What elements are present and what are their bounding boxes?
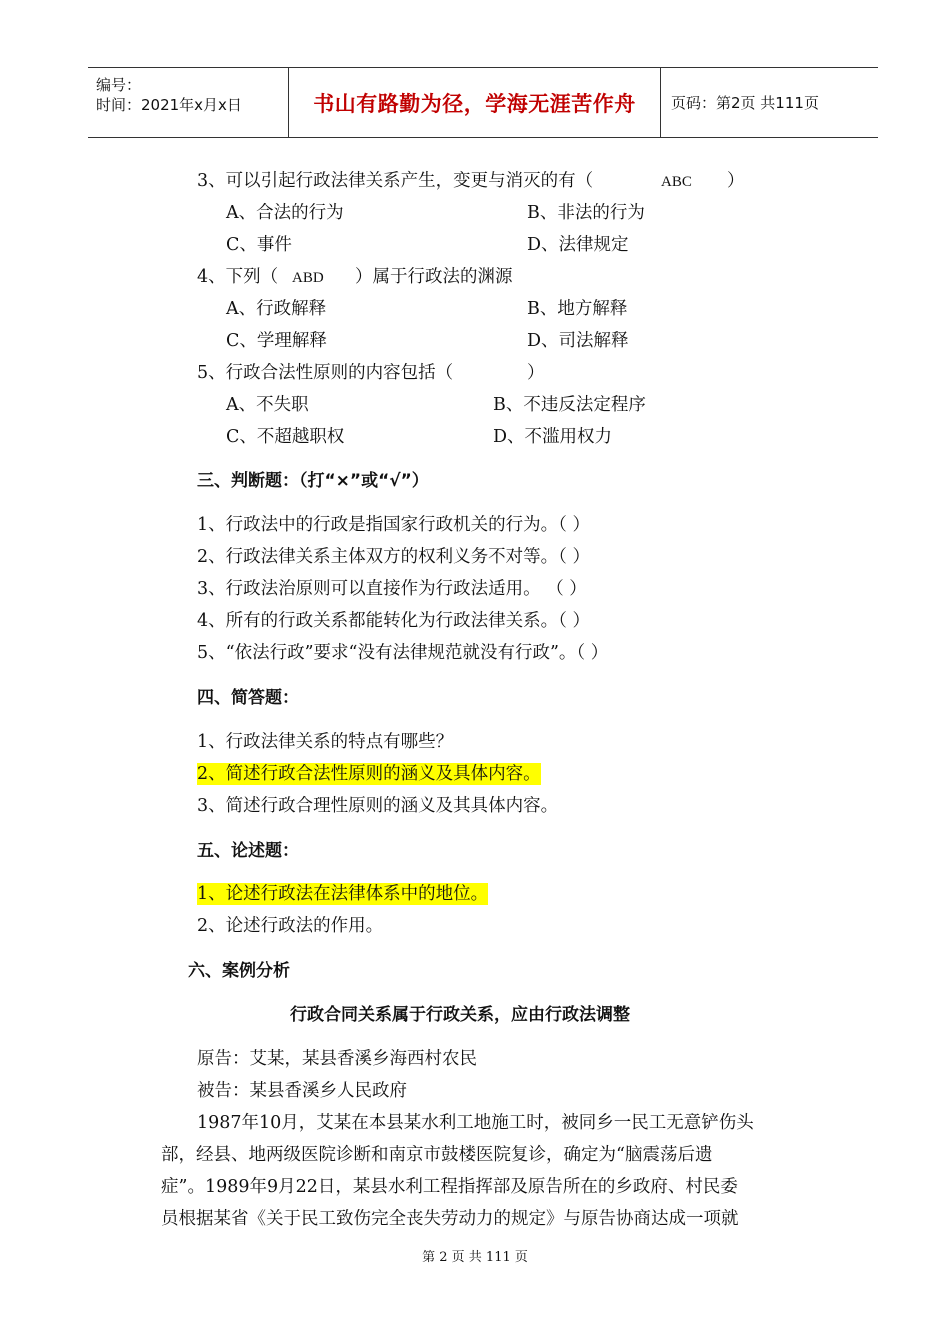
page-info: 页码：第2页 共111页 [671,94,819,112]
header-motto-cell [288,68,661,137]
motto: 书山有路勤为径，学海无涯苦作舟 [313,91,636,116]
essay-item-highlighted: 1、论述行政法在法律体系中的地位。 [197,884,489,904]
case-subtitle: 行政合同关系属于行政关系，应由行政法调整 [290,1005,630,1025]
short-item: 3、简述行政合理性原则的涵义及其具体内容。 [197,796,559,816]
judge-item: 3、行政法治原则可以直接作为行政法适用。 （ ） [197,579,587,599]
question-3-close: ） [727,171,745,191]
short-item-highlighted: 2、简述行政合法性原则的涵义及具体内容。 [197,764,541,784]
time-label: 时间：2021年x月x日 [96,96,242,114]
option-3b: B、非法的行为 [527,203,645,223]
option-4b: B、地方解释 [527,299,628,319]
judge-item: 4、所有的行政关系都能转化为行政法律关系。（ ） [197,611,590,631]
option-5b: B、不违反法定程序 [493,395,646,415]
case-paragraph-line: 1987年10月，艾某在本县某水利工地施工时，被同乡一民工无意铲伤头 [197,1113,754,1133]
question-4-post: ）属于行政法的渊源 [355,267,513,287]
page-header [88,67,878,138]
option-5d: D、不滥用权力 [493,427,613,447]
option-4d: D、司法解释 [527,331,629,351]
judge-item: 5、“依法行政”要求“没有法律规范就没有行政”。（ ） [197,643,609,663]
case-paragraph-line: 部，经县、地两级医院诊断和南京市鼓楼医院复诊，确定为“脑震荡后遗 [161,1145,713,1165]
option-5c: C、不超越职权 [226,427,345,447]
page-footer: 第 2 页 共 111 页 [422,1250,528,1265]
section-essay-title: 五、论述题： [197,841,299,861]
question-4-answer: ABD [292,270,324,286]
header-page-cell [661,68,878,137]
question-3-answer: ABC [661,174,692,190]
option-3c: C、事件 [226,235,292,255]
case-defendant: 被告：某县香溪乡人民政府 [197,1081,407,1101]
section-case-title: 六、案例分析 [188,961,290,981]
essay-item: 2、论述行政法的作用。 [197,916,384,936]
number-label: 编号： [96,76,142,94]
question-5: 5、行政合法性原则的内容包括（ [197,363,454,383]
judge-item: 2、行政法律关系主体双方的权利义务不对等。（ ） [197,547,590,567]
case-paragraph-line: 症”。1989年9月22日，某县水利工程指挥部及原告所在的乡政府、村民委 [161,1177,738,1197]
question-4-pre: 4、下列（ [197,267,279,287]
option-3a: A、合法的行为 [226,203,344,223]
section-judge-title: 三、判断题：（打“×”或“√”） [197,471,429,491]
option-5a: A、不失职 [226,395,309,415]
question-5-close: ） [527,363,545,383]
header-info-cell [88,68,288,137]
judge-item: 1、行政法中的行政是指国家行政机关的行为。（ ） [197,515,590,535]
question-3: 3、可以引起行政法律关系产生，变更与消灭的有（ [197,171,594,191]
option-4c: C、学理解释 [226,331,327,351]
case-paragraph-line: 员根据某省《关于民工致伤完全丧失劳动力的规定》与原告协商达成一项就 [161,1209,739,1229]
option-4a: A、行政解释 [226,299,327,319]
case-plaintiff: 原告：艾某，某县香溪乡海西村农民 [197,1049,477,1069]
option-3d: D、法律规定 [527,235,629,255]
section-short-title: 四、简答题： [197,688,299,708]
short-item: 1、行政法律关系的特点有哪些？ [197,732,454,752]
